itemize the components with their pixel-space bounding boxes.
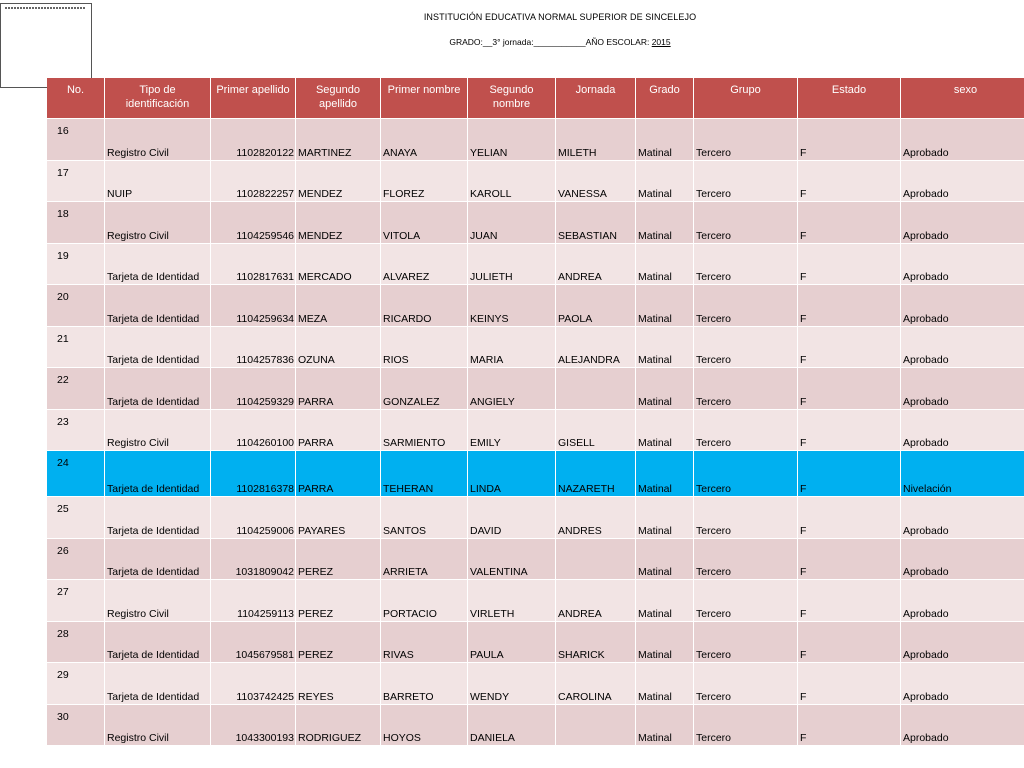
cell-grado: Tercero <box>694 663 797 704</box>
cell-segundo-nombre: GISELL <box>556 410 635 451</box>
cell-primer-apellido: MERCADO <box>296 244 380 285</box>
cell-sexo-value: F <box>798 497 900 538</box>
cell-primer-apellido: PEREZ <box>296 539 380 580</box>
cell-segundo-nombre: CAROLINA <box>556 663 635 704</box>
cell-segundo-apellido: SANTOS <box>381 497 467 538</box>
cell-grado: Tercero <box>694 539 797 580</box>
cell-primer-nombre: EMILY <box>468 410 555 451</box>
cell-estado-value: Aprobado <box>901 202 1024 243</box>
cell-id-type: Tarjeta de Identidad <box>105 244 210 285</box>
cell-primer-apellido: OZUNA <box>296 327 380 368</box>
grade-prefix: GRADO:__3° jornada:___________AÑO ESCOLAR: <box>449 37 652 47</box>
logo-caption-line <box>5 7 85 9</box>
cell-segundo-apellido: RICARDO <box>381 285 467 326</box>
table-row <box>47 705 1024 746</box>
cell-primer-nombre: LINDA <box>468 451 555 496</box>
cell-jornada: Matinal <box>636 161 693 202</box>
cell-segundo-nombre: PAOLA <box>556 285 635 326</box>
cell-row-number: 26 <box>47 539 104 580</box>
cell-jornada: Matinal <box>636 244 693 285</box>
cell-segundo-nombre <box>556 539 635 580</box>
table-body <box>47 119 1024 745</box>
table-row <box>47 161 1024 202</box>
cell-grado: Tercero <box>694 622 797 663</box>
cell-segundo-nombre: ANDREA <box>556 244 635 285</box>
cell-id-number: 1102820122 <box>211 119 295 160</box>
cell-id-number: 1045679581 <box>211 622 295 663</box>
cell-grado: Tercero <box>694 705 797 746</box>
table-row <box>47 202 1024 243</box>
col-header-grado: Grado <box>636 78 693 118</box>
cell-id-type: Registro Civil <box>105 119 210 160</box>
cell-estado-value: Aprobado <box>901 244 1024 285</box>
cell-id-type: Registro Civil <box>105 410 210 451</box>
cell-estado-value: Aprobado <box>901 119 1024 160</box>
cell-row-number: 22 <box>47 368 104 409</box>
cell-estado-value: Aprobado <box>901 285 1024 326</box>
cell-id-number: 1104259006 <box>211 497 295 538</box>
cell-row-number: 27 <box>47 580 104 621</box>
cell-primer-nombre: JUAN <box>468 202 555 243</box>
cell-segundo-apellido: ANAYA <box>381 119 467 160</box>
cell-grado: Tercero <box>694 161 797 202</box>
table-row <box>47 244 1024 285</box>
cell-segundo-apellido: PORTACIO <box>381 580 467 621</box>
cell-id-number: 1104257836 <box>211 327 295 368</box>
col-header-no: No. <box>47 78 104 118</box>
logo-placeholder <box>0 3 92 88</box>
cell-sexo-value: F <box>798 622 900 663</box>
cell-grado: Tercero <box>694 244 797 285</box>
table-row <box>47 580 1024 621</box>
table-row <box>47 539 1024 580</box>
cell-row-number: 29 <box>47 663 104 704</box>
institution-title: INSTITUCIÓN EDUCATIVA NORMAL SUPERIOR DE SINCELEJO <box>423 12 697 22</box>
cell-id-number: 1102816378 <box>211 451 295 496</box>
cell-segundo-apellido: HOYOS <box>381 705 467 746</box>
cell-id-type: Tarjeta de Identidad <box>105 663 210 704</box>
cell-primer-apellido: MENDEZ <box>296 202 380 243</box>
cell-id-type: Tarjeta de Identidad <box>105 497 210 538</box>
table-row <box>47 410 1024 451</box>
cell-row-number: 30 <box>47 705 104 746</box>
cell-primer-apellido: MEZA <box>296 285 380 326</box>
col-header-segundo-nombre: Segundo nombre <box>468 78 555 118</box>
cell-jornada: Matinal <box>636 368 693 409</box>
cell-grado: Tercero <box>694 410 797 451</box>
col-header-sexo: sexo <box>901 78 1024 118</box>
table-row <box>47 368 1024 409</box>
grade-line <box>300 37 820 47</box>
cell-id-type: Tarjeta de Identidad <box>105 368 210 409</box>
cell-primer-apellido: RODRIGUEZ <box>296 705 380 746</box>
school-year: 2015 <box>651 37 671 47</box>
cell-primer-nombre: MARIA <box>468 327 555 368</box>
cell-primer-nombre: KEINYS <box>468 285 555 326</box>
cell-segundo-nombre: NAZARETH <box>556 451 635 496</box>
cell-segundo-nombre: SEBASTIAN <box>556 202 635 243</box>
cell-row-number: 18 <box>47 202 104 243</box>
cell-sexo-value: F <box>798 202 900 243</box>
cell-segundo-apellido: RIOS <box>381 327 467 368</box>
cell-row-number: 17 <box>47 161 104 202</box>
cell-sexo-value: F <box>798 244 900 285</box>
cell-estado-value: Aprobado <box>901 663 1024 704</box>
cell-segundo-apellido: RIVAS <box>381 622 467 663</box>
cell-segundo-nombre: SHARICK <box>556 622 635 663</box>
col-header-primer-apellido: Primer apellido <box>211 78 295 118</box>
cell-sexo-value: F <box>798 368 900 409</box>
col-header-estado: Estado <box>798 78 900 118</box>
cell-row-number: 20 <box>47 285 104 326</box>
cell-row-number: 25 <box>47 497 104 538</box>
cell-sexo-value: F <box>798 327 900 368</box>
cell-segundo-apellido: TEHERAN <box>381 451 467 496</box>
cell-sexo-value: F <box>798 663 900 704</box>
cell-jornada: Matinal <box>636 663 693 704</box>
col-header-grupo: Grupo <box>694 78 797 118</box>
cell-primer-nombre: VALENTINA <box>468 539 555 580</box>
table-row <box>47 119 1024 160</box>
cell-jornada: Matinal <box>636 539 693 580</box>
cell-primer-apellido: PARRA <box>296 451 380 496</box>
cell-primer-apellido: MENDEZ <box>296 161 380 202</box>
cell-primer-apellido: PEREZ <box>296 580 380 621</box>
cell-primer-apellido: MARTINEZ <box>296 119 380 160</box>
cell-sexo-value: F <box>798 451 900 496</box>
table-row <box>47 622 1024 663</box>
cell-primer-nombre: DANIELA <box>468 705 555 746</box>
cell-primer-nombre: YELIAN <box>468 119 555 160</box>
cell-primer-nombre: ANGIELY <box>468 368 555 409</box>
cell-jornada: Matinal <box>636 580 693 621</box>
cell-id-number: 1102822257 <box>211 161 295 202</box>
cell-grado: Tercero <box>694 368 797 409</box>
cell-segundo-apellido: ALVAREZ <box>381 244 467 285</box>
cell-segundo-apellido: ARRIETA <box>381 539 467 580</box>
table-row <box>47 327 1024 368</box>
cell-jornada: Matinal <box>636 622 693 663</box>
cell-segundo-apellido: SARMIENTO <box>381 410 467 451</box>
cell-estado-value: Aprobado <box>901 622 1024 663</box>
cell-sexo-value: F <box>798 410 900 451</box>
cell-grado: Tercero <box>694 202 797 243</box>
cell-grado: Tercero <box>694 119 797 160</box>
cell-id-number: 1103742425 <box>211 663 295 704</box>
cell-primer-apellido: PEREZ <box>296 622 380 663</box>
cell-row-number: 24 <box>47 451 104 496</box>
header-row <box>47 78 1024 118</box>
cell-sexo-value: F <box>798 161 900 202</box>
cell-id-number: 1102817631 <box>211 244 295 285</box>
cell-id-type: NUIP <box>105 161 210 202</box>
cell-sexo-value: F <box>798 119 900 160</box>
cell-id-type: Tarjeta de Identidad <box>105 327 210 368</box>
col-header-primer-nombre: Primer nombre <box>381 78 467 118</box>
table-row <box>47 663 1024 704</box>
cell-id-type: Tarjeta de Identidad <box>105 285 210 326</box>
cell-segundo-apellido: FLOREZ <box>381 161 467 202</box>
cell-id-type: Tarjeta de Identidad <box>105 622 210 663</box>
cell-id-type: Registro Civil <box>105 580 210 621</box>
cell-segundo-nombre: VANESSA <box>556 161 635 202</box>
cell-row-number: 28 <box>47 622 104 663</box>
cell-grado: Tercero <box>694 327 797 368</box>
cell-segundo-nombre: ANDRES <box>556 497 635 538</box>
cell-primer-nombre: VIRLETH <box>468 580 555 621</box>
cell-primer-nombre: JULIETH <box>468 244 555 285</box>
cell-grado: Tercero <box>694 580 797 621</box>
table-row <box>47 285 1024 326</box>
cell-row-number: 19 <box>47 244 104 285</box>
cell-segundo-apellido: VITOLA <box>381 202 467 243</box>
cell-grado: Tercero <box>694 497 797 538</box>
cell-grado: Tercero <box>694 451 797 496</box>
student-table <box>46 77 1024 746</box>
cell-primer-nombre: PAULA <box>468 622 555 663</box>
table-row <box>47 497 1024 538</box>
cell-estado-value: Aprobado <box>901 705 1024 746</box>
cell-estado-value: Aprobado <box>901 161 1024 202</box>
cell-id-number: 1104259634 <box>211 285 295 326</box>
cell-row-number: 23 <box>47 410 104 451</box>
cell-segundo-nombre: ALEJANDRA <box>556 327 635 368</box>
cell-jornada: Matinal <box>636 119 693 160</box>
cell-segundo-apellido: GONZALEZ <box>381 368 467 409</box>
cell-sexo-value: F <box>798 705 900 746</box>
cell-jornada: Matinal <box>636 451 693 496</box>
cell-primer-apellido: REYES <box>296 663 380 704</box>
cell-id-type: Tarjeta de Identidad <box>105 539 210 580</box>
cell-estado-value: Aprobado <box>901 327 1024 368</box>
cell-jornada: Matinal <box>636 202 693 243</box>
cell-row-number: 21 <box>47 327 104 368</box>
cell-id-number: 1031809042 <box>211 539 295 580</box>
cell-grado: Tercero <box>694 285 797 326</box>
cell-id-number: 1104259329 <box>211 368 295 409</box>
cell-id-type: Registro Civil <box>105 202 210 243</box>
cell-id-number: 1104259113 <box>211 580 295 621</box>
cell-segundo-apellido: BARRETO <box>381 663 467 704</box>
cell-primer-nombre: WENDY <box>468 663 555 704</box>
cell-sexo-value: F <box>798 580 900 621</box>
cell-id-type: Registro Civil <box>105 705 210 746</box>
cell-jornada: Matinal <box>636 497 693 538</box>
col-header-segundo-apellido: Segundo apellido <box>296 78 380 118</box>
cell-jornada: Matinal <box>636 285 693 326</box>
cell-estado-value: Aprobado <box>901 368 1024 409</box>
cell-jornada: Matinal <box>636 705 693 746</box>
col-header-tipo: Tipo de identificación <box>105 78 210 118</box>
cell-estado-value: Aprobado <box>901 497 1024 538</box>
cell-segundo-nombre <box>556 368 635 409</box>
cell-estado-value: Aprobado <box>901 539 1024 580</box>
cell-id-number: 1043300193 <box>211 705 295 746</box>
cell-id-number: 1104260100 <box>211 410 295 451</box>
table-row <box>47 451 1024 496</box>
cell-jornada: Matinal <box>636 327 693 368</box>
cell-primer-apellido: PARRA <box>296 368 380 409</box>
cell-primer-nombre: DAVID <box>468 497 555 538</box>
cell-jornada: Matinal <box>636 410 693 451</box>
cell-segundo-nombre <box>556 705 635 746</box>
cell-id-number: 1104259546 <box>211 202 295 243</box>
cell-segundo-nombre: ANDREA <box>556 580 635 621</box>
cell-primer-nombre: KAROLL <box>468 161 555 202</box>
col-header-jornada: Jornada <box>556 78 635 118</box>
cell-sexo-value: F <box>798 285 900 326</box>
cell-sexo-value: F <box>798 539 900 580</box>
cell-primer-apellido: PAYARES <box>296 497 380 538</box>
cell-estado-value: Aprobado <box>901 410 1024 451</box>
cell-estado-value: Nivelación <box>901 451 1024 496</box>
cell-id-type: Tarjeta de Identidad <box>105 451 210 496</box>
cell-primer-apellido: PARRA <box>296 410 380 451</box>
cell-estado-value: Aprobado <box>901 580 1024 621</box>
cell-segundo-nombre: MILETH <box>556 119 635 160</box>
cell-row-number: 16 <box>47 119 104 160</box>
